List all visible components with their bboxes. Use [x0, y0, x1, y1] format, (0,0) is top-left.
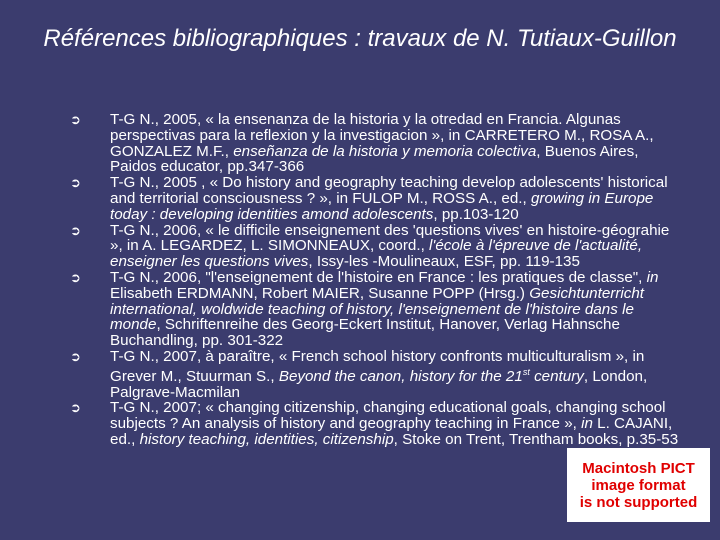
reference-text: L. CAJANI, ed.,: [110, 415, 673, 448]
reference-text: T-G N., 2007, à paraître, « French school history confronts multiculturalism », in Grever M., Stuurman S.,: [110, 347, 645, 385]
reference-text: Elisabeth ERDMANN, Robert MAIER, Susanne POPP (Hrsg.): [110, 284, 530, 302]
reference-list: [70, 112, 680, 448]
arrow-bullet-icon: ➲: [70, 175, 81, 191]
reference-item: [70, 270, 680, 349]
reference-text: Beyond the canon, history for the 21: [278, 367, 523, 385]
reference-item: [70, 175, 680, 222]
reference-text: century: [529, 367, 584, 385]
arrow-bullet-icon: ➲: [70, 112, 81, 127]
reference-text: , pp.103-120: [433, 205, 519, 223]
reference-item: [70, 223, 680, 270]
reference-text: T-G N., 2007; « changing citizenship, changing educational goals, changing school subjects ? An analysis of history and geography teaching in France »,: [110, 399, 666, 433]
arrow-bullet-icon: ➲: [70, 400, 81, 416]
reference-item: [70, 349, 680, 400]
reference-text: , London, Palgrave-Macmilan: [110, 367, 648, 401]
arrow-bullet-icon: ➲: [70, 222, 81, 238]
placeholder-line-1: Macintosh PICT: [582, 459, 695, 477]
reference-text: , Issy-les -Moulineaux, ESF, pp. 119-135: [308, 253, 580, 271]
reference-item: [70, 400, 680, 447]
reference-text: history teaching, identities, citizenship: [139, 431, 394, 448]
reference-text: T-G N., 2005, « la ensenanza de la historia y la otredad en Francia. Algunas perspectivas para la reflexion y la investigacion », in CARRETERO M., ROSA A., GONZALEZ M.F.,: [110, 111, 654, 160]
reference-text: st: [522, 366, 530, 377]
arrow-bullet-icon: ➲: [70, 348, 81, 364]
reference-text: T-G N., 2005 , « Do history and geography teaching develop adolescents' historical and territorial consciousness ? », in FULOP M., ROSS A., ed.,: [110, 174, 668, 207]
reference-text: in: [646, 268, 659, 286]
slide-title: Références bibliographiques : travaux de N. Tutiaux-Guillon: [43, 25, 677, 52]
reference-text: , Buenos Aires, Paidos educator, pp.347-366: [110, 142, 639, 176]
reference-text: enseñanza de la historia y memoria colectiva: [233, 142, 537, 160]
reference-text: l'école à l'épreuve de l'actualité, enseigner les questions vives: [110, 237, 643, 271]
unsupported-image-placeholder: [567, 448, 710, 522]
arrow-bullet-icon: ➲: [70, 269, 81, 285]
reference-text: , Stoke on Trent, Trentham books, p.35-53: [393, 431, 679, 448]
placeholder-line-2: image format: [591, 476, 686, 494]
reference-text: , Schriftenreihe des Georg-Eckert Institut, Hanover, Verlag Hahnsche Buchandling, pp. 301-322: [110, 316, 620, 350]
reference-text: T-G N., 2006, « le difficile enseignement des 'questions vives' en histoire-géograhie », in A. LEGARDEZ, L. SIMONNEAUX, coord.,: [110, 221, 670, 255]
placeholder-line-3: is not supported: [579, 493, 698, 511]
reference-text: growing in Europe today : developing identities amond adolescents: [110, 189, 654, 223]
reference-text: T-G N., 2006, "l'enseignement de l'histoire en France : les pratiques de classe",: [110, 268, 647, 286]
reference-text: Gesichtunterricht international, woldwide teaching of history, l'enseignement de l'histoire dans le monde: [110, 284, 645, 334]
reference-text: in: [581, 415, 593, 433]
reference-item: [70, 112, 680, 175]
